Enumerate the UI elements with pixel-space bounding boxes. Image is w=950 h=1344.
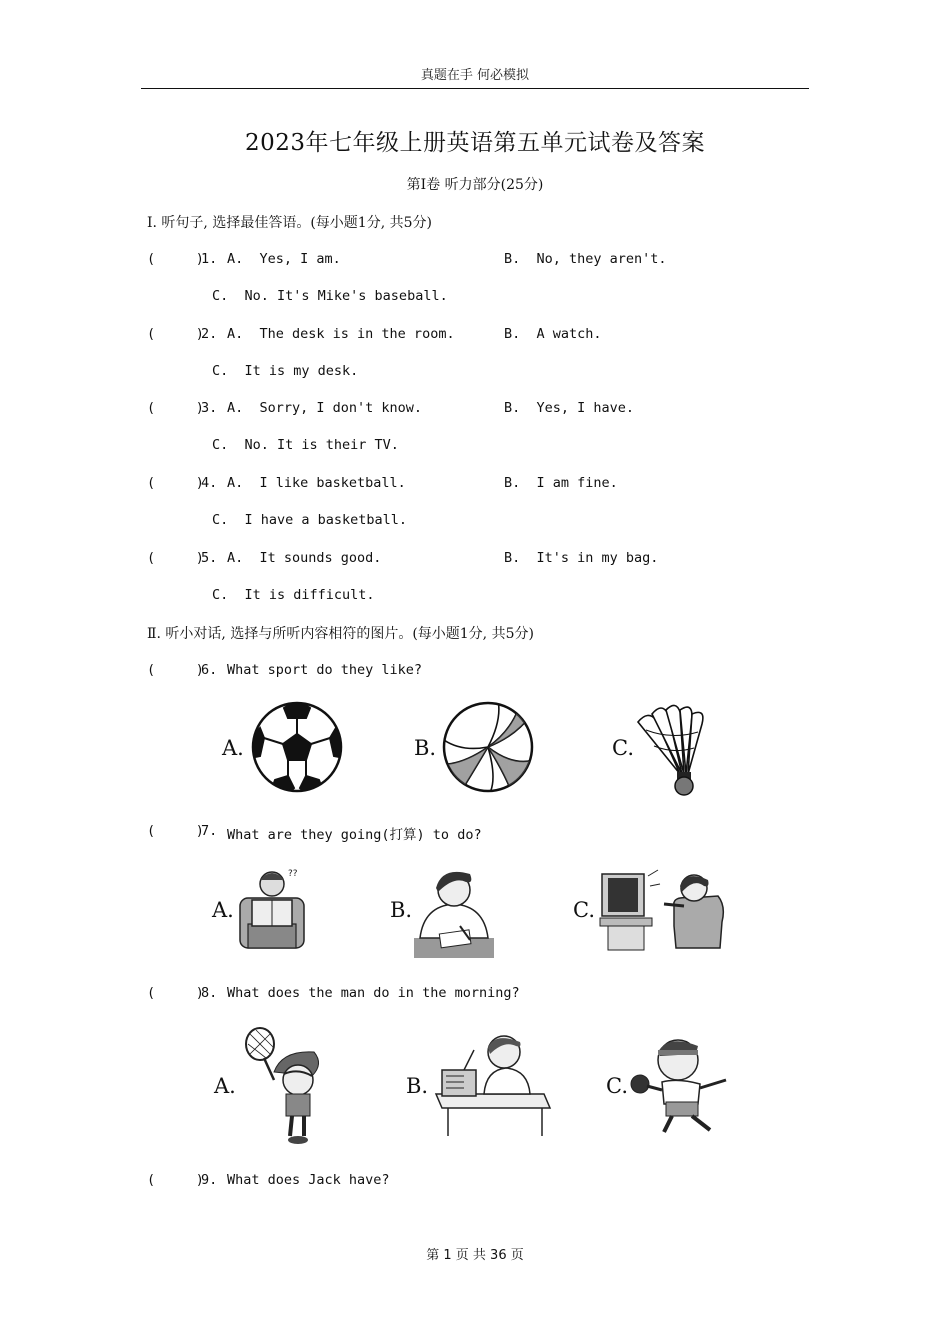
section1-heading: Ⅰ. 听句子, 选择最佳答语。(每小题1分, 共5分) (147, 215, 432, 231)
svg-text:??: ?? (288, 869, 298, 879)
document-title: 2023年七年级上册英语第五单元试卷及答案 (244, 130, 706, 156)
man-listening-radio-icon (434, 1028, 552, 1140)
picture-label-a: A. (222, 736, 244, 760)
option-c: C. No. It is their TV. (212, 437, 399, 453)
picture-label-c: C. (606, 1074, 628, 1098)
header-rule (141, 88, 809, 89)
option-c: C. It is my desk. (212, 363, 359, 379)
option-c: C. It is difficult. (212, 587, 375, 603)
option-a: A. The desk is in the room. (227, 326, 455, 342)
shuttlecock-icon (636, 700, 710, 798)
option-b: B. It's in my bag. (504, 550, 659, 566)
option-a: A. Sorry, I don't know. (227, 400, 423, 416)
answer-blank: ( ) (147, 985, 204, 1001)
picture-label-c: C. (573, 898, 595, 922)
soccer-ball-icon (250, 700, 344, 794)
answer-blank: ( ) (147, 662, 204, 678)
question-text: What does the man do in the morning? (227, 985, 520, 1001)
option-c: C. No. It's Mike's baseball. (212, 288, 448, 304)
option-a: A. I like basketball. (227, 475, 406, 491)
girl-tennis-icon (242, 1024, 332, 1146)
answer-blank: ( ) (147, 1172, 204, 1188)
picture-label-a: A. (212, 898, 234, 922)
question-number: 8. (201, 985, 218, 1001)
question-text: What are they going(打算) to do? (227, 827, 482, 843)
question-number: 3. (201, 400, 218, 416)
option-b: B. A watch. (504, 326, 602, 342)
option-c: C. I have a basketball. (212, 512, 408, 528)
volleyball-icon (442, 700, 534, 794)
answer-blank: ( ) (147, 400, 204, 416)
answer-blank: ( ) (147, 475, 204, 491)
question-number: 9. (201, 1172, 218, 1188)
boy-table-tennis-icon (628, 1034, 734, 1136)
answer-blank: ( ) (147, 550, 204, 566)
man-reading-book-icon (238, 864, 306, 954)
picture-label-c: C. (612, 736, 634, 760)
question-number: 2. (201, 326, 218, 342)
option-b: B. No, they aren't. (504, 251, 667, 267)
boy-writing-icon (414, 860, 494, 958)
question-text: What sport do they like? (227, 662, 423, 678)
picture-label-b: B. (406, 1074, 429, 1098)
section2-heading: Ⅱ. 听小对话, 选择与所听内容相符的图片。(每小题1分, 共5分) (147, 626, 534, 642)
picture-label-b: B. (390, 898, 413, 922)
option-a: A. Yes, I am. (227, 251, 341, 267)
picture-label-a: A. (214, 1074, 236, 1098)
option-a: A. It sounds good. (227, 550, 382, 566)
answer-blank: ( ) (147, 251, 204, 267)
option-b: B. I am fine. (504, 475, 618, 491)
answer-blank: ( ) (147, 326, 204, 342)
picture-label-b: B. (414, 736, 437, 760)
page-footer: 第 1 页 共 36 页 (426, 1248, 524, 1263)
question-number: 5. (201, 550, 218, 566)
question-number: 6. (201, 662, 218, 678)
question-number: 4. (201, 475, 218, 491)
girl-watching-tv-icon (598, 866, 726, 952)
question-text: What does Jack have? (227, 1172, 390, 1188)
question-number: 1. (201, 251, 218, 267)
question-number: 7. (201, 823, 218, 839)
part-subtitle: 第Ⅰ卷 听力部分(25分) (406, 177, 544, 193)
option-b: B. Yes, I have. (504, 400, 635, 416)
page-header-slogan: 真题在手 何必模拟 (420, 68, 530, 83)
answer-blank: ( ) (147, 823, 204, 839)
